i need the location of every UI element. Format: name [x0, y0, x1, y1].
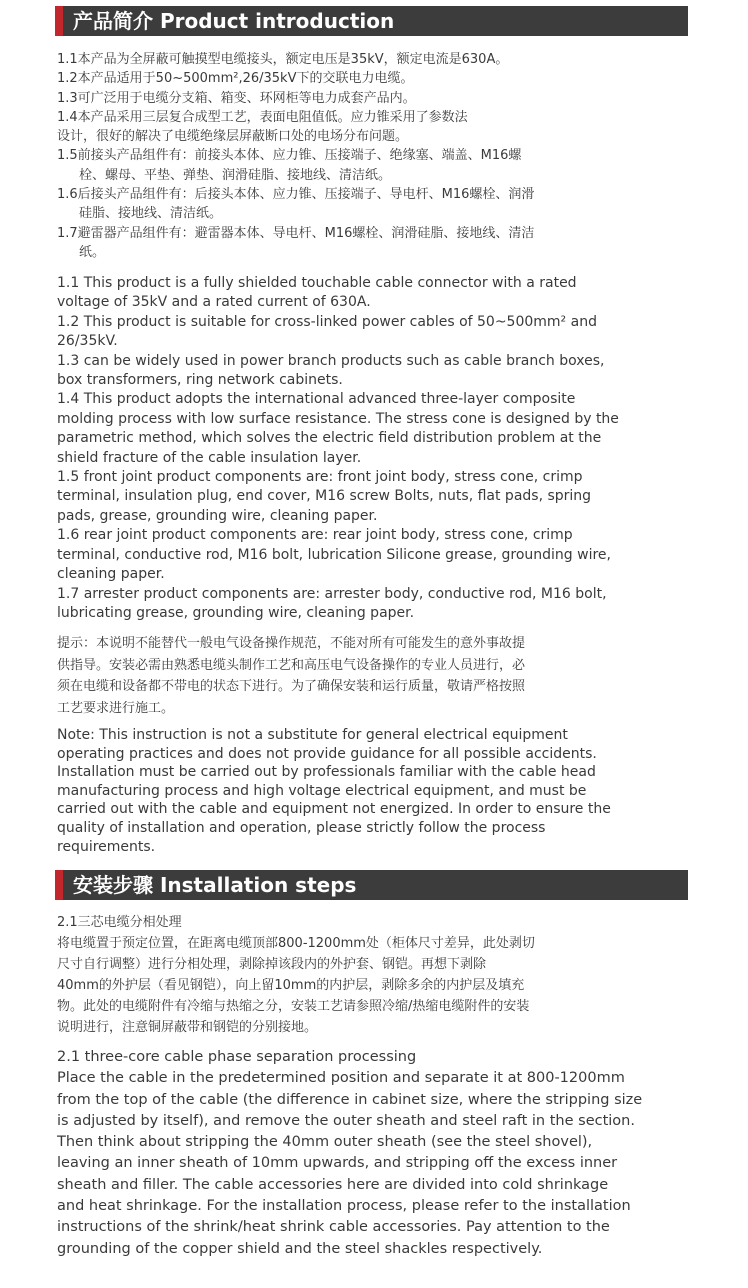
intro-en-line: box transformers, ring network cabinets.	[57, 372, 343, 389]
note-en-line: carried out with the cable and equipment not energized. In order to ensure the	[57, 801, 611, 818]
step-cn-line: 2.1三芯电缆分相处理	[57, 915, 182, 930]
header-accent	[55, 870, 63, 900]
step-cn-line: 40mm的外护层（看见钢铠），向上留10mm的内护层，剥除多余的内护层及填充	[57, 978, 525, 993]
product-intro-chinese	[57, 50, 689, 262]
intro-en-line: cleaning paper.	[57, 566, 165, 583]
step-en-line: grounding of the copper shield and the steel shackles respectively.	[57, 1240, 543, 1257]
installation-step-chinese	[57, 912, 689, 1038]
step-en-line: Then think about stripping the 40mm outer sheath (see the steel shovel),	[57, 1134, 593, 1151]
intro-en-line: 1.6 rear joint product components are: rear joint body, stress cone, crimp	[57, 527, 573, 544]
note-cn-line: 工艺要求进行施工。	[57, 700, 175, 716]
intro-en-line: terminal, insulation plug, end cover, M16 screw Bolts, nuts, flat pads, spring	[57, 488, 592, 505]
intro-en-line: 1.1 This product is a fully shielded touchable cable connector with a rated	[57, 275, 577, 291]
intro-en-line: pads, grease, grounding wire, cleaning paper.	[57, 507, 378, 524]
intro-cn-line: 1.2本产品适用于50~500mm²,26/35kV下的交联电力电缆。	[57, 71, 414, 87]
intro-en-line: molding process with low surface resistance. The stress cone is designed by the	[57, 410, 619, 427]
intro-cn-line: 1.4本产品采用三层复合成型工艺，表面电阻值低。应力锥采用了参数法	[57, 109, 468, 125]
step-en-line: is adjusted by itself), and remove the outer sheath and steel raft in the section.	[57, 1112, 635, 1129]
safety-note-english	[57, 726, 689, 856]
intro-en-line: 1.4 This product adopts the international advanced three-layer composite	[57, 391, 576, 408]
note-en-line: Note: This instruction is not a substitute for general electrical equipment	[57, 727, 568, 743]
step-en-line: instructions of the shrink/heat shrink cable accessories. Pay attention to the	[57, 1219, 610, 1236]
step-en-line: sheath and filler. The cable accessories here are divided into cold shrinkage	[57, 1176, 609, 1193]
intro-cn-line: 1.6后接头产品组件有：后接头本体、应力锥、压接端子、导电杆、M16螺栓、润滑	[57, 187, 535, 203]
intro-en-line: 1.7 arrester product components are: arrester body, conductive rod, M16 bolt,	[57, 585, 607, 602]
intro-en-line: 1.3 can be widely used in power branch products such as cable branch boxes,	[57, 352, 605, 369]
note-en-line: quality of installation and operation, please strictly follow the process	[57, 819, 546, 836]
intro-en-line: 1.5 front joint product components are: front joint body, stress cone, crimp	[57, 469, 583, 486]
installation-step-english	[57, 1047, 689, 1260]
section-header-product-introduction	[55, 6, 688, 36]
step-cn-line: 物。此处的电缆附件有冷缩与热缩之分，安装工艺请参照冷缩/热缩电缆附件的安装	[57, 999, 530, 1014]
intro-cn-line: 栓、螺母、平垫、弹垫、润滑硅脂、接地线、清洁纸。	[79, 167, 392, 183]
note-en-line: manufacturing process and high voltage electrical equipment, and must be	[57, 782, 587, 799]
intro-cn-line: 1.7避雷器产品组件有：避雷器本体、导电杆、M16螺栓、润滑硅脂、接地线、清洁	[57, 225, 535, 241]
step-en-line: leaving an inner sheath of 10mm upwards, and stripping off the excess inner	[57, 1155, 618, 1172]
step-en-line: from the top of the cable (the difference in cabinet size, where the stripping size	[57, 1091, 643, 1108]
step-cn-line: 说明进行，注意铜屏蔽带和钢铠的分别接地。	[57, 1020, 318, 1035]
section-header-installation-steps	[55, 870, 688, 900]
intro-en-line: parametric method, which solves the electric field distribution problem at the	[57, 430, 602, 447]
note-cn-line: 须在电缆和设备都不带电的状态下进行。为了确保安装和运行质量，敬请严格按照	[57, 679, 526, 694]
note-en-line: requirements.	[57, 838, 156, 855]
step-cn-line: 将电缆置于预定位置，在距离电缆顶部800-1200mm处（柜体尺寸差异，此处剥切	[57, 936, 535, 951]
section-title: 安装步骤 Installation steps	[73, 873, 357, 897]
intro-en-line: terminal, conductive rod, M16 bolt, lubrication Silicone grease, grounding wire,	[57, 546, 611, 563]
intro-en-line: 26/35kV.	[57, 333, 118, 350]
product-intro-english	[57, 274, 689, 623]
note-cn-line: 提示：本说明不能替代一般电气设备操作规范，不能对所有可能发生的意外事故提	[57, 636, 526, 651]
intro-cn-line: 硅脂、接地线、清洁纸。	[79, 206, 223, 222]
intro-en-line: lubricating grease, grounding wire, cleaning paper.	[57, 604, 415, 621]
intro-en-line: voltage of 35kV and a rated current of 630A.	[57, 294, 371, 311]
intro-en-line: 1.2 This product is suitable for cross-linked power cables of 50~500mm² and	[57, 313, 597, 330]
intro-cn-line: 纸。	[79, 244, 106, 260]
note-cn-line: 供指导。安装必需由熟悉电缆头制作工艺和高压电气设备操作的专业人员进行，必	[57, 657, 526, 673]
safety-note-chinese	[57, 633, 689, 719]
note-en-line: operating practices and does not provide guidance for all possible accidents.	[57, 745, 597, 762]
intro-cn-line: 设计，很好的解决了电缆绝缘层屏蔽断口处的电场分布问题。	[57, 129, 409, 145]
intro-cn-line: 1.1本产品为全屏蔽可触摸型电缆接头，额定电压是35kV，额定电流是630A。	[57, 52, 509, 67]
step-cn-line: 尺寸自行调整）进行分相处理，剥除掉该段内的外护套、钢铠。再想下剥除	[57, 957, 487, 972]
step-en-line: and heat shrinkage. For the installation process, please refer to the installation	[57, 1198, 631, 1215]
note-en-line: Installation must be carried out by professionals familiar with the cable head	[57, 764, 596, 781]
intro-en-line: shield fracture of the cable insulation layer.	[57, 449, 362, 466]
header-accent	[55, 6, 63, 36]
step-en-line: 2.1 three-core cable phase separation processing	[57, 1049, 417, 1065]
step-en-line: Place the cable in the predetermined position and separate it at 800-1200mm	[57, 1070, 625, 1087]
section-title: 产品简介 Product introduction	[73, 9, 395, 33]
intro-cn-line: 1.3可广泛用于电缆分支箱、箱变、环网柜等电力成套产品内。	[57, 90, 416, 106]
intro-cn-line: 1.5前接头产品组件有：前接头本体、应力锥、压接端子、绝缘塞、端盖、M16螺	[57, 148, 522, 164]
